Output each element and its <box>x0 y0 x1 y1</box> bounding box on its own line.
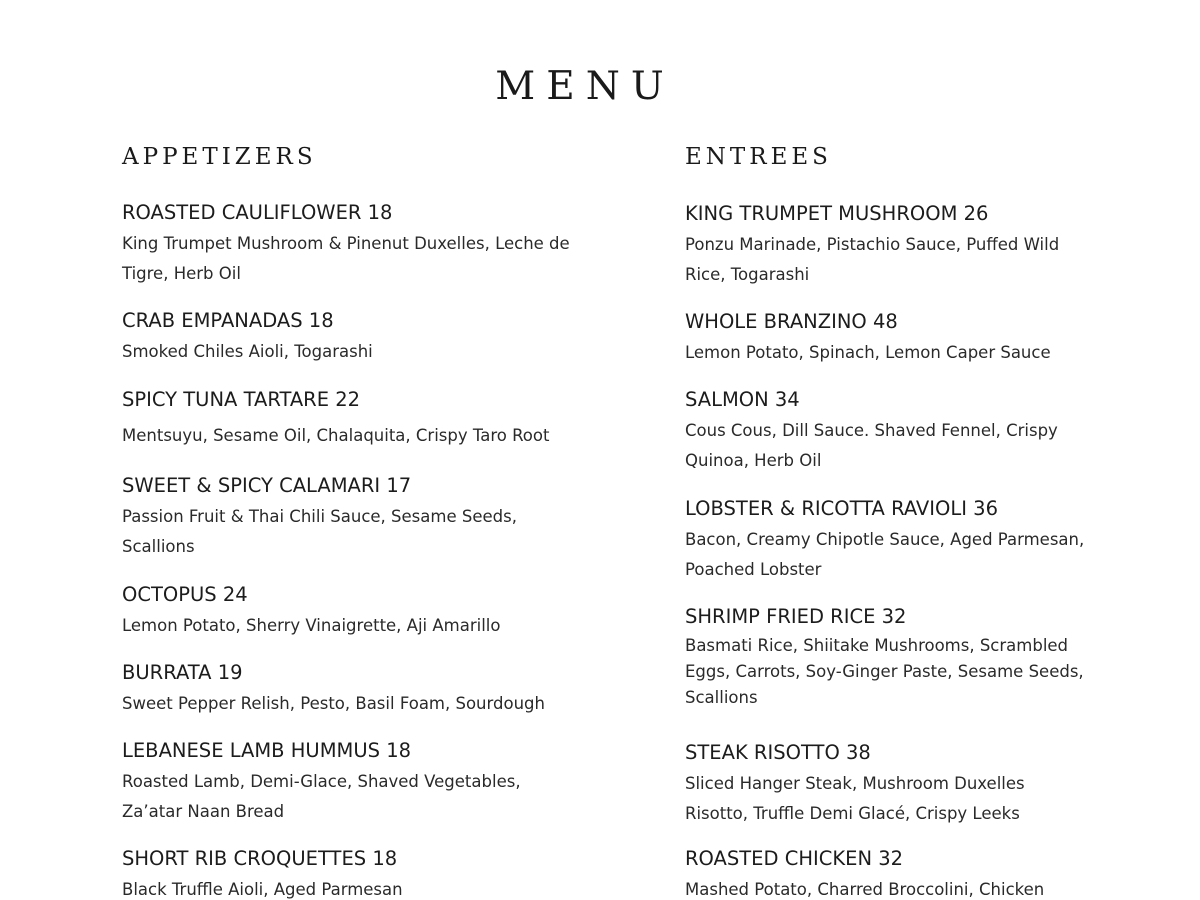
menu-item <box>685 309 1085 368</box>
menu-item-description: Mentsuyu, Sesame Oil, Chalaquita, Crispy Taro Root <box>122 426 550 445</box>
menu-item-description: Sliced Hanger Steak, Mushroom Duxelles Risotto, Truffle Demi Glacé, Crispy Leeks <box>685 774 1025 823</box>
menu-item <box>122 660 572 719</box>
menu-item-name: KING TRUMPET MUSHROOM 26 <box>685 202 989 225</box>
menu-item-description: Smoked Chiles Aioli, Togarashi <box>122 342 373 361</box>
menu-item-name: ROASTED CAULIFLOWER 18 <box>122 201 393 224</box>
menu-item <box>685 201 1085 290</box>
menu-item-name: SWEET & SPICY CALAMARI 17 <box>122 474 412 497</box>
menu-item-description: Bacon, Creamy Chipotle Sauce, Aged Parmesan, Poached Lobster <box>685 530 1085 579</box>
menu-item <box>122 387 572 451</box>
menu-item <box>685 740 1085 829</box>
menu-item-description: Mashed Potato, Charred Broccolini, Chicken <box>685 880 1045 899</box>
menu-item-description: Ponzu Marinade, Pistachio Sauce, Puffed Wild Rice, Togarashi <box>685 235 1060 284</box>
menu-item-name: LEBANESE LAMB HUMMUS 18 <box>122 739 412 762</box>
menu-item-name: SPICY TUNA TARTARE 22 <box>122 388 361 411</box>
page-title: MENU <box>495 64 675 109</box>
menu-item-name: ROASTED CHICKEN 32 <box>685 847 904 870</box>
menu-item-name: CRAB EMPANADAS 18 <box>122 309 334 332</box>
menu-item-name: OCTOPUS 24 <box>122 583 248 606</box>
menu-item-description: Cous Cous, Dill Sauce. Shaved Fennel, Crispy Quinoa, Herb Oil <box>685 421 1058 470</box>
appetizers-heading: APPETIZERS <box>122 144 317 170</box>
menu-item <box>685 846 1085 900</box>
menu-item-description: Roasted Lamb, Demi-Glace, Shaved Vegetables, Za’atar Naan Bread <box>122 772 521 821</box>
menu-item <box>685 496 1085 585</box>
menu-item-description: Lemon Potato, Sherry Vinaigrette, Aji Amarillo <box>122 616 501 635</box>
menu-item-description: Black Truffle Aioli, Aged Parmesan <box>122 880 403 899</box>
menu-item-name: WHOLE BRANZINO 48 <box>685 310 898 333</box>
menu-item-name: STEAK RISOTTO 38 <box>685 741 871 764</box>
menu-item-description: Lemon Potato, Spinach, Lemon Caper Sauce <box>685 343 1051 362</box>
menu-item <box>122 846 572 900</box>
entrees-heading: ENTREES <box>685 144 832 170</box>
menu-item <box>122 473 572 562</box>
menu-item-name: BURRATA 19 <box>122 661 243 684</box>
menu-item-name: LOBSTER & RICOTTA RAVIOLI 36 <box>685 497 998 520</box>
menu-item-description: Sweet Pepper Relish, Pesto, Basil Foam, Sourdough <box>122 694 545 713</box>
menu-item <box>122 582 572 641</box>
menu-item-name: SHORT RIB CROQUETTES 18 <box>122 847 398 870</box>
menu-item <box>685 387 1085 476</box>
menu-item-description: Basmati Rice, Shiitake Mushrooms, Scrambled Eggs, Carrots, Soy-Ginger Paste, Sesame Seeds, Scallions <box>685 636 1084 707</box>
menu-item-description: King Trumpet Mushroom & Pinenut Duxelles, Leche de Tigre, Herb Oil <box>122 234 570 283</box>
menu-item-name: SALMON 34 <box>685 388 800 411</box>
menu-item <box>685 604 1085 711</box>
menu-item <box>122 308 572 367</box>
menu-item <box>122 200 572 289</box>
menu-item-name: SHRIMP FRIED RICE 32 <box>685 605 907 628</box>
menu-item <box>122 738 572 827</box>
menu-item-description: Passion Fruit & Thai Chili Sauce, Sesame Seeds, Scallions <box>122 507 517 556</box>
